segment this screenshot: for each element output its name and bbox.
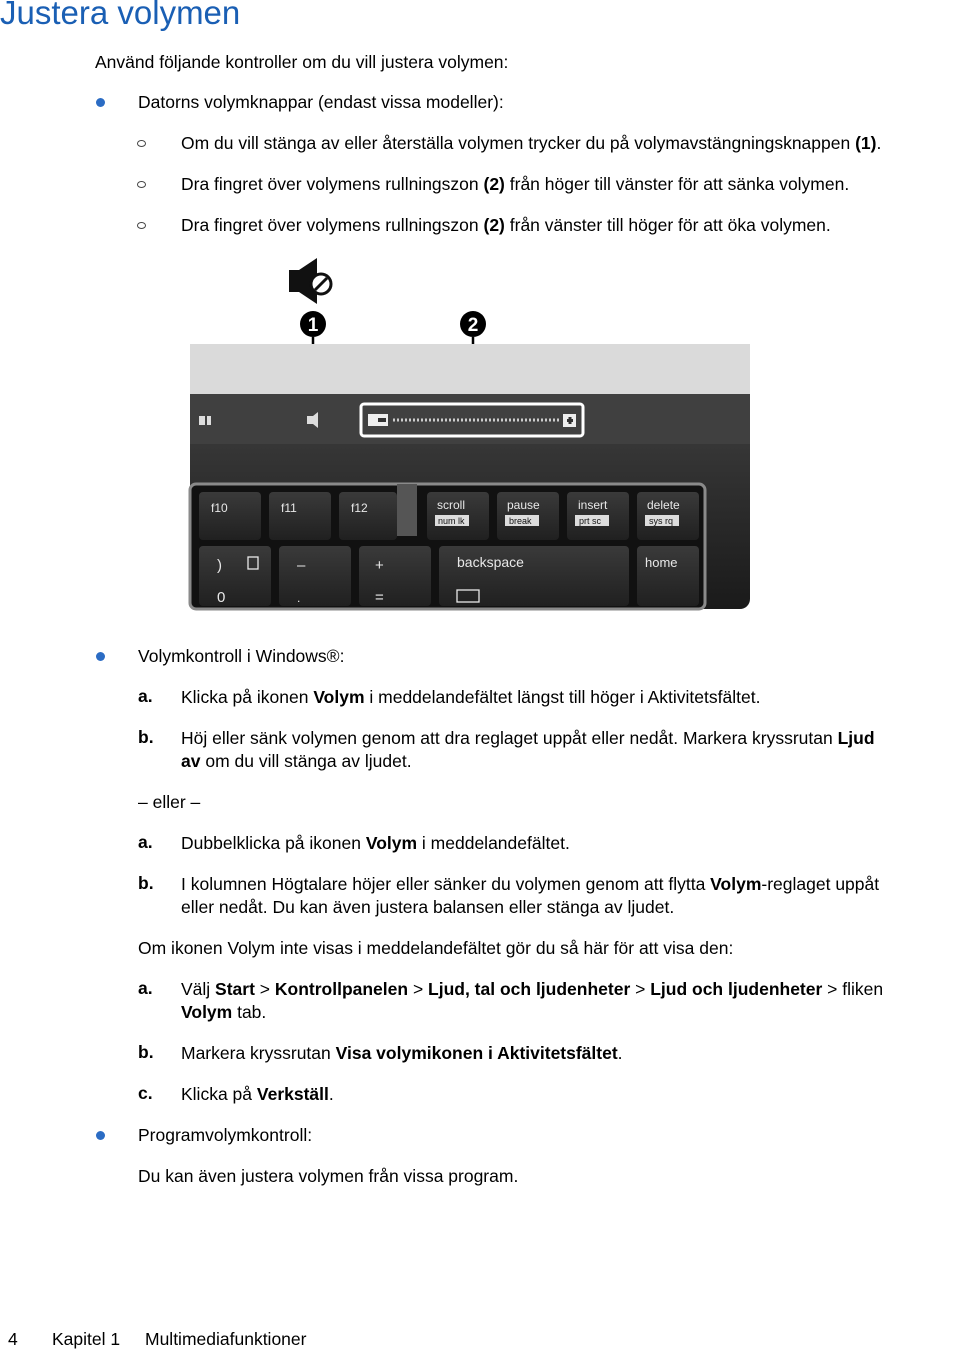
key-plus: + (375, 557, 384, 574)
key-delete: delete (647, 498, 680, 512)
key-pause: pause (507, 498, 540, 512)
key-minus: – (297, 557, 306, 574)
key-sysrq: sys rq (649, 516, 674, 526)
key-scroll: scroll (437, 498, 466, 512)
hidden-icon-instructions: Om ikonen Volym inte visas i meddelandefältet gör du så här för att visa den: (138, 938, 734, 958)
step-label-a: a. (138, 686, 153, 706)
step-label-b: b. (138, 727, 154, 747)
callout-2-label: 2 (467, 315, 479, 336)
key-f10: f10 (211, 501, 228, 515)
key-break: break (509, 516, 532, 526)
bullet-volume-buttons: Datorns volymknappar (endast vissa modeller): (138, 92, 504, 112)
step-label-c: c. (138, 1083, 153, 1103)
step-label-b: b. (138, 873, 154, 893)
sub-bullet-icon (137, 181, 146, 188)
intro-text: Använd följande kontroller om du vill justera volymen: (95, 52, 509, 72)
sub-item-decrease: Dra fingret över volymens rullningszon (2) från höger till vänster för att sänka volymen. (181, 174, 850, 194)
key-paren: ) (217, 557, 222, 574)
bullet-program-volume: Programvolymkontroll: (138, 1125, 313, 1145)
key-insert: insert (578, 498, 608, 512)
key-prtsc: prt sc (579, 516, 602, 526)
key-equals: = (375, 589, 384, 606)
step-b2-text-line1: I kolumnen Högtalare höjer eller sänker du volymen genom att flytta Volym-reglaget uppåt (181, 874, 880, 894)
step-c-c-text: Klicka på Verkställ. (181, 1084, 334, 1104)
bullet-icon (96, 98, 105, 107)
step-label-a: a. (138, 978, 153, 998)
mute-speaker-icon (289, 258, 331, 304)
sub-bullet-icon (137, 140, 146, 147)
step-label-b: b. (138, 1042, 154, 1062)
sub-item-mute: Om du vill stänga av eller återställa volymen trycker du på volymavstängningsknappen (1). (181, 133, 882, 153)
step-c-b-text: Markera kryssrutan Visa volymikonen i Aktivitetsfältet. (181, 1043, 623, 1063)
key-backspace: backspace (457, 554, 524, 570)
step-a-text: Klicka på ikonen Volym i meddelandefältet längst till höger i Aktivitetsfältet. (181, 687, 761, 707)
footer-page-number: 4 (8, 1329, 18, 1349)
key-zero: 0 (217, 589, 226, 606)
step-c-a-line2: Volym tab. (181, 1002, 267, 1022)
bullet-icon (96, 1131, 105, 1140)
or-separator: – eller – (138, 792, 201, 812)
bullet-windows-volume: Volymkontroll i Windows®: (138, 646, 345, 666)
sub-item-increase: Dra fingret över volymens rullningszon (2) från vänster till höger för att öka volymen. (181, 215, 831, 235)
step-a2-text: Dubbelklicka på ikonen Volym i meddelandefältet. (181, 833, 570, 853)
bullet-icon (96, 652, 105, 661)
footer-chapter: Kapitel 1 (52, 1329, 121, 1349)
key-f12: f12 (351, 501, 368, 515)
step-b-text-line2: av om du vill stänga av ljudet. (181, 751, 412, 771)
callout-1-label: 1 (307, 315, 319, 336)
step-label-a: a. (138, 832, 153, 852)
svg-text:.: . (297, 591, 301, 605)
sub-bullet-icon (137, 222, 146, 229)
step-b-text-line1: Höj eller sänk volymen genom att dra reglaget uppåt eller nedåt. Markera kryssrutan Ljud (181, 728, 875, 748)
key-f11: f11 (281, 501, 297, 515)
key-numlk: num lk (438, 516, 465, 526)
footer-section: Multimediafunktioner (145, 1329, 307, 1349)
step-c-a-line1: Välj Start > Kontrollpanelen > Ljud, tal och ljudenheter > Ljud och ljudenheter > fliken (181, 979, 884, 999)
page-title: Justera volymen (0, 0, 241, 31)
keyboard-volume-illustration (185, 252, 770, 614)
program-volume-text: Du kan även justera volymen från vissa program. (138, 1166, 519, 1186)
key-home: home (645, 555, 678, 570)
step-b2-text-line2: eller nedåt. Du kan även justera balansen eller stänga av ljudet. (181, 897, 675, 917)
